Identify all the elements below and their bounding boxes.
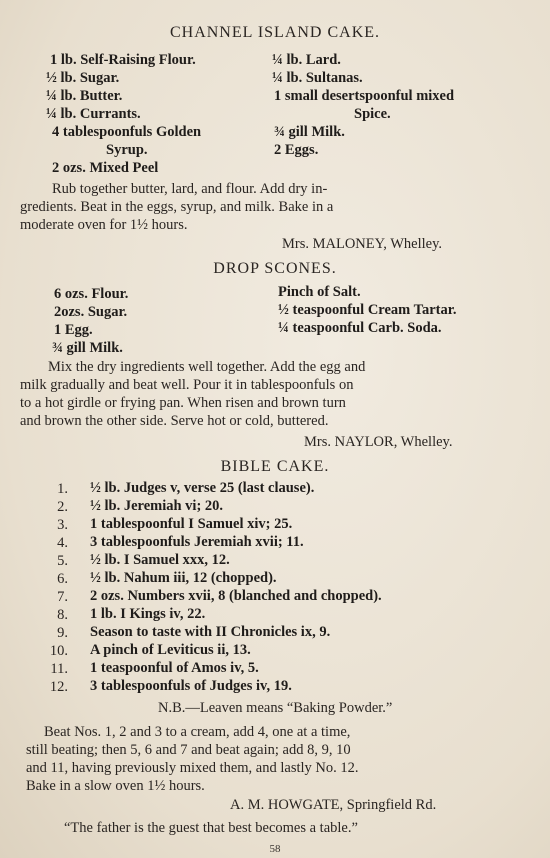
list-item: ½ lb. Nahum iii, 12 (chopped). (90, 570, 277, 586)
item-number: 5. (57, 553, 68, 569)
item-number: 11. (50, 661, 68, 677)
item-number: 1. (57, 481, 68, 497)
method-line: Bake in a slow oven 1½ hours. (26, 778, 205, 794)
ingredient: ¼ lb. Currants. (46, 106, 141, 122)
list-item: A pinch of Leviticus ii, 13. (90, 642, 251, 658)
method-line: still beating; then 5, 6 and 7 and beat again; add 8, 9, 10 (26, 742, 351, 758)
method-line: Beat Nos. 1, 2 and 3 to a cream, add 4, one at a time, (44, 724, 351, 740)
list-item: 3 tablespoonfuls Jeremiah xvii; 11. (90, 534, 304, 550)
recipe-title: DROP SCONES. (213, 260, 337, 277)
page-number: 58 (269, 843, 281, 855)
ingredient: ¼ lb. Butter. (46, 88, 123, 104)
ingredient: 1 lb. Self-Raising Flour. (50, 52, 196, 68)
list-item: ½ lb. Jeremiah vi; 20. (90, 498, 224, 514)
list-item: 2 ozs. Numbers xvii, 8 (blanched and chopped). (90, 588, 382, 604)
method-line: gredients. Beat in the eggs, syrup, and milk. Bake in a (20, 199, 334, 215)
ingredient: Spice. (354, 106, 391, 122)
list-item: 1 lb. I Kings iv, 22. (90, 606, 206, 622)
list-item: 1 teaspoonful of Amos iv, 5. (90, 660, 259, 676)
item-number: 4. (57, 535, 68, 551)
item-number: 7. (57, 589, 68, 605)
item-number: 12. (49, 679, 68, 695)
recipe-title: CHANNEL ISLAND CAKE. (169, 24, 381, 41)
ingredient: ½ lb. Sugar. (46, 70, 120, 86)
item-number: 2. (57, 499, 68, 515)
recipe-author: Mrs. MALONEY, Whelley. (282, 236, 443, 252)
ingredient: ¾ gill Milk. (52, 340, 123, 356)
method-line: and brown the other side. Serve hot or cold, buttered. (20, 413, 329, 429)
ingredient: ¾ gill Milk. (274, 124, 345, 140)
recipe-title: BIBLE CAKE. (220, 458, 330, 475)
ingredient: 6 ozs. Flour. (54, 286, 129, 302)
ingredient: 4 tablespoonfuls Golden (52, 124, 202, 140)
quote: “The father is the guest that best becomes a table.” (64, 820, 358, 836)
ingredient: Syrup. (106, 142, 148, 158)
item-number: 9. (57, 625, 68, 641)
ingredient: 2 Eggs. (274, 142, 319, 158)
ingredient: ½ teaspoonful Cream Tartar. (278, 302, 457, 318)
item-number: 8. (57, 607, 68, 623)
list-item: Season to taste with II Chronicles ix, 9. (90, 624, 331, 640)
item-number: 6. (57, 571, 68, 587)
ingredient: 1 Egg. (54, 322, 93, 338)
ingredient: ¼ lb. Sultanas. (272, 70, 363, 86)
ingredient: 1 small desertspoonful mixed (274, 88, 455, 104)
ingredient: Pinch of Salt. (278, 284, 361, 300)
note: N.B.—Leaven means “Baking Powder.” (158, 700, 393, 716)
item-number: 10. (49, 643, 68, 659)
recipe-author: A. M. HOWGATE, Springfield Rd. (230, 797, 437, 813)
ingredient: ¼ teaspoonful Carb. Soda. (278, 320, 442, 336)
recipe-author: Mrs. NAYLOR, Whelley. (304, 434, 453, 450)
item-number: 3. (57, 517, 68, 533)
method-line: to a hot girdle or frying pan. When risen and brown turn (20, 395, 346, 411)
method-line: Mix the dry ingredients well together. Add the egg and (48, 359, 366, 375)
list-item: 1 tablespoonful I Samuel xiv; 25. (90, 516, 293, 532)
method-line: and 11, having previously mixed them, and lastly No. 12. (26, 760, 359, 776)
ingredient: 2ozs. Sugar. (54, 304, 128, 320)
ingredient: ¼ lb. Lard. (272, 52, 341, 68)
ingredient: 2 ozs. Mixed Peel (52, 160, 159, 176)
method-line: moderate oven for 1½ hours. (20, 217, 188, 233)
list-item: ½ lb. Judges v, verse 25 (last clause). (90, 480, 315, 496)
method-line: milk gradually and beat well. Pour it in tablespoonfuls on (20, 377, 354, 393)
list-item: 3 tablespoonfuls of Judges iv, 19. (90, 678, 292, 694)
list-item: ½ lb. I Samuel xxx, 12. (90, 552, 230, 568)
method-line: Rub together butter, lard, and flour. Add dry in- (52, 181, 328, 197)
